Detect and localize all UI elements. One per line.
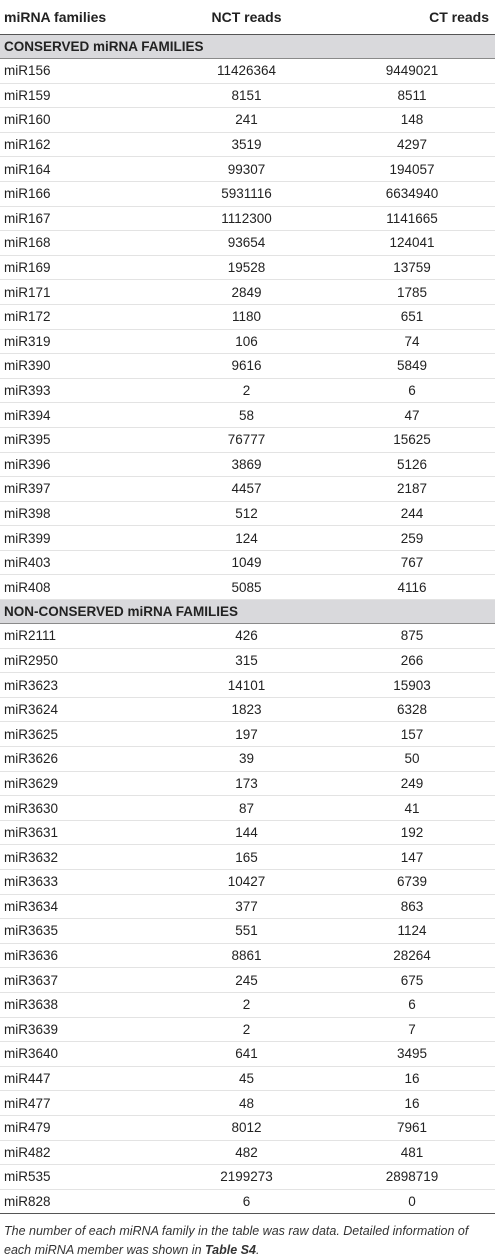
ct-reads-value: 6634940 <box>329 181 495 206</box>
mirna-family-name: miR160 <box>0 108 164 133</box>
table-row <box>0 1017 495 1042</box>
table-row <box>0 1115 495 1140</box>
mirna-family-name: miR393 <box>0 378 164 403</box>
nct-reads-value: 1112300 <box>164 206 329 231</box>
table-row <box>0 697 495 722</box>
mirna-family-name: miR3639 <box>0 1017 164 1042</box>
ct-reads-value: 13759 <box>329 255 495 280</box>
nct-reads-value: 39 <box>164 747 329 772</box>
table-row <box>0 1140 495 1165</box>
ct-reads-value: 157 <box>329 722 495 747</box>
ct-reads-value: 5849 <box>329 354 495 379</box>
mirna-family-name: miR172 <box>0 304 164 329</box>
nct-reads-value: 245 <box>164 968 329 993</box>
mirna-family-name: miR164 <box>0 157 164 182</box>
mirna-family-name: miR447 <box>0 1066 164 1091</box>
ct-reads-value: 6 <box>329 378 495 403</box>
mirna-family-name: miR403 <box>0 550 164 575</box>
ct-reads-value: 4297 <box>329 132 495 157</box>
ct-reads-value: 41 <box>329 796 495 821</box>
header-row <box>0 0 495 35</box>
ct-reads-value: 9449021 <box>329 59 495 84</box>
mirna-family-name: miR479 <box>0 1115 164 1140</box>
nct-reads-value: 6 <box>164 1189 329 1214</box>
nct-reads-value: 426 <box>164 624 329 649</box>
table-row <box>0 304 495 329</box>
nct-reads-value: 124 <box>164 526 329 551</box>
mirna-family-name: miR3635 <box>0 919 164 944</box>
mirna-family-name: miR156 <box>0 59 164 84</box>
ct-reads-value: 47 <box>329 403 495 428</box>
table-row <box>0 894 495 919</box>
ct-reads-value: 249 <box>329 771 495 796</box>
ct-reads-value: 259 <box>329 526 495 551</box>
table-row <box>0 771 495 796</box>
ct-reads-value: 5126 <box>329 452 495 477</box>
mirna-family-name: miR3625 <box>0 722 164 747</box>
footnote-table-ref: Table S4 <box>205 1243 256 1258</box>
table-row <box>0 354 495 379</box>
nct-reads-value: 8861 <box>164 943 329 968</box>
section-header-row <box>0 600 495 624</box>
ct-reads-value: 15625 <box>329 427 495 452</box>
table-row <box>0 943 495 968</box>
table-row <box>0 255 495 280</box>
nct-reads-value: 8012 <box>164 1115 329 1140</box>
nct-reads-value: 8151 <box>164 83 329 108</box>
ct-reads-value: 1141665 <box>329 206 495 231</box>
section-title: NON-CONSERVED miRNA FAMILIES <box>0 600 495 624</box>
nct-reads-value: 48 <box>164 1091 329 1116</box>
nct-reads-value: 99307 <box>164 157 329 182</box>
table-body <box>0 35 495 1214</box>
mirna-family-name: miR477 <box>0 1091 164 1116</box>
mirna-family-name: miR3626 <box>0 747 164 772</box>
table-row <box>0 845 495 870</box>
ct-reads-value: 1785 <box>329 280 495 305</box>
header-nct-reads: NCT reads <box>164 0 329 35</box>
nct-reads-value: 5931116 <box>164 181 329 206</box>
ct-reads-value: 2898719 <box>329 1165 495 1190</box>
table-row <box>0 477 495 502</box>
mirna-family-name: miR3624 <box>0 697 164 722</box>
table-row <box>0 526 495 551</box>
section-title: CONSERVED miRNA FAMILIES <box>0 35 495 59</box>
mirna-family-name: miR166 <box>0 181 164 206</box>
nct-reads-value: 87 <box>164 796 329 821</box>
footnote-end: . <box>255 1243 260 1258</box>
table-row <box>0 280 495 305</box>
table-row <box>0 108 495 133</box>
mirna-family-name: miR168 <box>0 231 164 256</box>
mirna-family-name: miR2950 <box>0 648 164 673</box>
ct-reads-value: 6739 <box>329 870 495 895</box>
mirna-family-name: miR3633 <box>0 870 164 895</box>
mirna-family-name: miR3623 <box>0 673 164 698</box>
ct-reads-value: 7 <box>329 1017 495 1042</box>
nct-reads-value: 58 <box>164 403 329 428</box>
mirna-family-name: miR3640 <box>0 1042 164 1067</box>
ct-reads-value: 74 <box>329 329 495 354</box>
table-row <box>0 427 495 452</box>
table-row <box>0 1091 495 1116</box>
nct-reads-value: 377 <box>164 894 329 919</box>
ct-reads-value: 147 <box>329 845 495 870</box>
ct-reads-value: 8511 <box>329 83 495 108</box>
mirna-family-name: miR397 <box>0 477 164 502</box>
ct-reads-value: 192 <box>329 820 495 845</box>
table-row <box>0 747 495 772</box>
table-header <box>0 0 495 35</box>
mirna-family-name: miR395 <box>0 427 164 452</box>
table-row <box>0 968 495 993</box>
ct-reads-value: 0 <box>329 1189 495 1214</box>
nct-reads-value: 2 <box>164 1017 329 1042</box>
table-row <box>0 992 495 1017</box>
mirna-family-name: miR828 <box>0 1189 164 1214</box>
mirna-family-name: miR396 <box>0 452 164 477</box>
ct-reads-value: 767 <box>329 550 495 575</box>
nct-reads-value: 512 <box>164 501 329 526</box>
table-row <box>0 378 495 403</box>
nct-reads-value: 2 <box>164 992 329 1017</box>
ct-reads-value: 15903 <box>329 673 495 698</box>
nct-reads-value: 2849 <box>164 280 329 305</box>
mirna-family-name: miR394 <box>0 403 164 428</box>
ct-reads-value: 4116 <box>329 575 495 600</box>
nct-reads-value: 76777 <box>164 427 329 452</box>
mirna-family-name: miR159 <box>0 83 164 108</box>
ct-reads-value: 28264 <box>329 943 495 968</box>
header-mirna-families: miRNA families <box>0 0 164 35</box>
table-row <box>0 1042 495 1067</box>
ct-reads-value: 266 <box>329 648 495 673</box>
nct-reads-value: 315 <box>164 648 329 673</box>
mirna-family-name: miR3630 <box>0 796 164 821</box>
nct-reads-value: 4457 <box>164 477 329 502</box>
ct-reads-value: 16 <box>329 1066 495 1091</box>
nct-reads-value: 1823 <box>164 697 329 722</box>
table-footnote <box>0 1214 495 1260</box>
table-row <box>0 796 495 821</box>
table-row <box>0 1189 495 1214</box>
nct-reads-value: 3519 <box>164 132 329 157</box>
table-row <box>0 624 495 649</box>
ct-reads-value: 148 <box>329 108 495 133</box>
nct-reads-value: 1049 <box>164 550 329 575</box>
mirna-family-name: miR171 <box>0 280 164 305</box>
mirna-family-name: miR3631 <box>0 820 164 845</box>
table-row <box>0 648 495 673</box>
nct-reads-value: 641 <box>164 1042 329 1067</box>
nct-reads-value: 197 <box>164 722 329 747</box>
table-row <box>0 1165 495 1190</box>
ct-reads-value: 244 <box>329 501 495 526</box>
mirna-family-name: miR399 <box>0 526 164 551</box>
ct-reads-value: 481 <box>329 1140 495 1165</box>
table-row <box>0 157 495 182</box>
nct-reads-value: 19528 <box>164 255 329 280</box>
table-row <box>0 329 495 354</box>
table-row <box>0 501 495 526</box>
table-row <box>0 403 495 428</box>
nct-reads-value: 3869 <box>164 452 329 477</box>
table-row <box>0 550 495 575</box>
nct-reads-value: 144 <box>164 820 329 845</box>
nct-reads-value: 2199273 <box>164 1165 329 1190</box>
table-row <box>0 231 495 256</box>
mirna-family-name: miR169 <box>0 255 164 280</box>
nct-reads-value: 93654 <box>164 231 329 256</box>
nct-reads-value: 241 <box>164 108 329 133</box>
nct-reads-value: 9616 <box>164 354 329 379</box>
table-row <box>0 132 495 157</box>
mirna-family-name: miR3638 <box>0 992 164 1017</box>
mirna-family-name: miR3636 <box>0 943 164 968</box>
nct-reads-value: 2 <box>164 378 329 403</box>
nct-reads-value: 14101 <box>164 673 329 698</box>
nct-reads-value: 106 <box>164 329 329 354</box>
nct-reads-value: 5085 <box>164 575 329 600</box>
table-row <box>0 575 495 600</box>
table-row <box>0 181 495 206</box>
nct-reads-value: 45 <box>164 1066 329 1091</box>
mirna-family-name: miR398 <box>0 501 164 526</box>
ct-reads-value: 50 <box>329 747 495 772</box>
nct-reads-value: 173 <box>164 771 329 796</box>
mirna-family-name: miR167 <box>0 206 164 231</box>
nct-reads-value: 551 <box>164 919 329 944</box>
table-row <box>0 452 495 477</box>
ct-reads-value: 6 <box>329 992 495 1017</box>
ct-reads-value: 194057 <box>329 157 495 182</box>
table-row <box>0 919 495 944</box>
table-row <box>0 59 495 84</box>
table-row <box>0 83 495 108</box>
ct-reads-value: 6328 <box>329 697 495 722</box>
ct-reads-value: 1124 <box>329 919 495 944</box>
mirna-family-name: miR3634 <box>0 894 164 919</box>
ct-reads-value: 651 <box>329 304 495 329</box>
mirna-family-name: miR3629 <box>0 771 164 796</box>
table-row <box>0 820 495 845</box>
nct-reads-value: 11426364 <box>164 59 329 84</box>
nct-reads-value: 482 <box>164 1140 329 1165</box>
table-row <box>0 722 495 747</box>
table-row <box>0 206 495 231</box>
mirna-family-name: miR482 <box>0 1140 164 1165</box>
nct-reads-value: 10427 <box>164 870 329 895</box>
ct-reads-value: 3495 <box>329 1042 495 1067</box>
footnote-text: The number of each miRNA family in the table was raw data. Detailed information of each miRNA member was shown in <box>4 1224 469 1258</box>
table-row <box>0 870 495 895</box>
ct-reads-value: 875 <box>329 624 495 649</box>
table-row <box>0 673 495 698</box>
mirna-family-name: miR3632 <box>0 845 164 870</box>
nct-reads-value: 165 <box>164 845 329 870</box>
mirna-family-name: miR535 <box>0 1165 164 1190</box>
ct-reads-value: 2187 <box>329 477 495 502</box>
mirna-family-name: miR2111 <box>0 624 164 649</box>
mirna-family-name: miR162 <box>0 132 164 157</box>
ct-reads-value: 675 <box>329 968 495 993</box>
mirna-family-name: miR3637 <box>0 968 164 993</box>
mirna-family-name: miR408 <box>0 575 164 600</box>
nct-reads-value: 1180 <box>164 304 329 329</box>
mirna-family-name: miR319 <box>0 329 164 354</box>
header-ct-reads: CT reads <box>329 0 495 35</box>
ct-reads-value: 124041 <box>329 231 495 256</box>
section-header-row <box>0 35 495 59</box>
ct-reads-value: 863 <box>329 894 495 919</box>
table-row <box>0 1066 495 1091</box>
ct-reads-value: 16 <box>329 1091 495 1116</box>
ct-reads-value: 7961 <box>329 1115 495 1140</box>
mirna-family-name: miR390 <box>0 354 164 379</box>
